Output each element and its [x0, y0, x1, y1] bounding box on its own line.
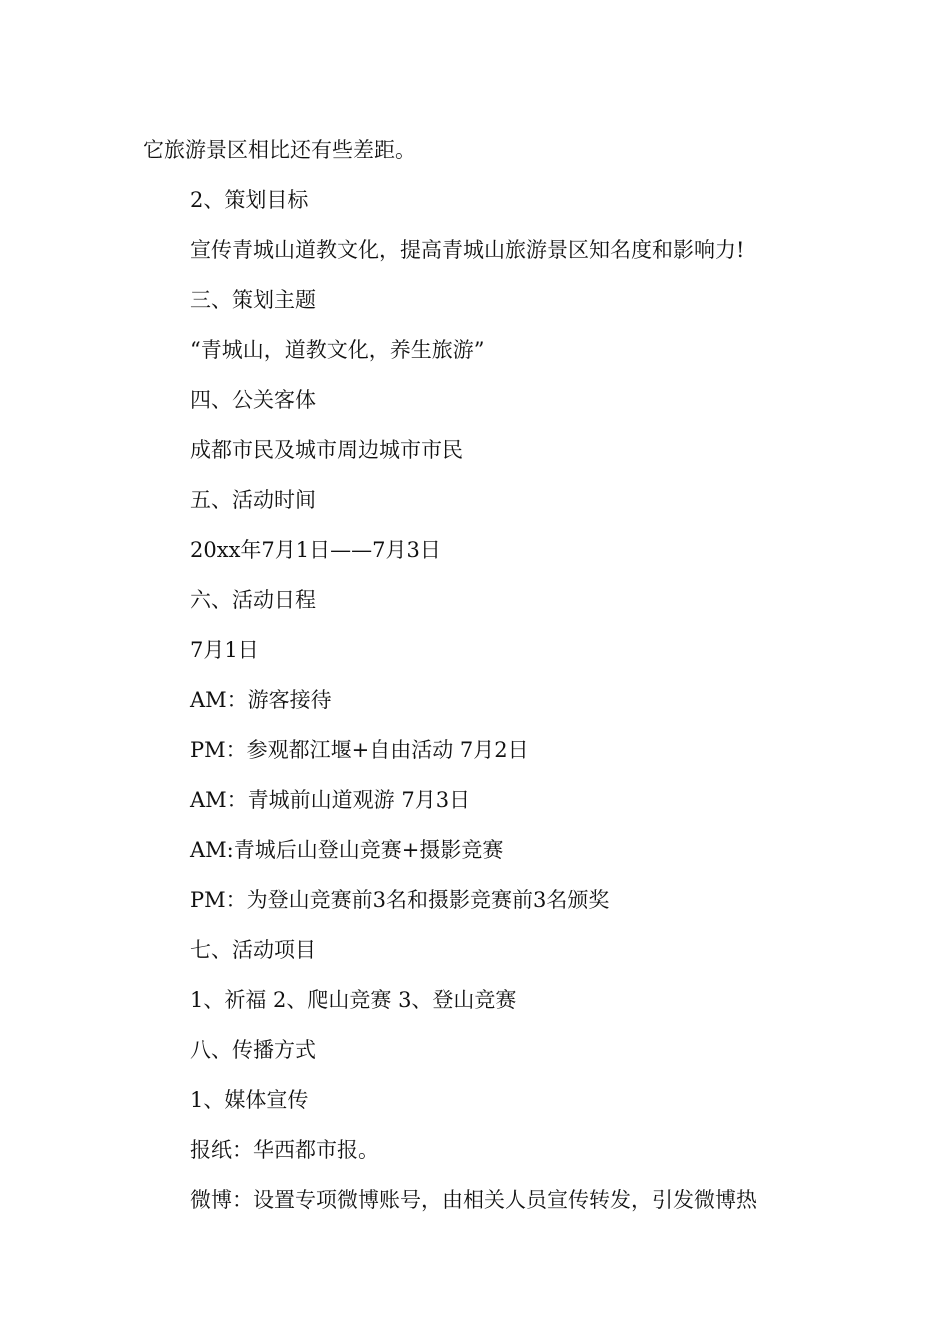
continuation-text: 它旅游景区相比还有些差距。 — [143, 138, 416, 162]
section-heading-activities: 七、活动项目 — [190, 938, 316, 962]
section-heading-promotion: 八、传播方式 — [190, 1038, 316, 1062]
paragraph-newspaper: 报纸：华西都市报。 — [190, 1138, 379, 1162]
paragraph-activities: 1、祈福 2、爬山竞赛 3、登山竞赛 — [190, 988, 517, 1012]
section-heading-audience: 四、公关客体 — [190, 388, 316, 412]
section-heading-theme: 三、策划主题 — [190, 288, 316, 312]
paragraph-weibo: 微博：设置专项微博账号，由相关人员宣传转发，引发微博热 — [190, 1188, 757, 1212]
paragraph-audience: 成都市民及城市周边城市市民 — [190, 438, 463, 462]
schedule-date: 7月1日 — [190, 638, 259, 662]
paragraph-time: 20xx年7月1日——7月3日 — [190, 538, 441, 562]
paragraph-objective: 宣传青城山道教文化，提高青城山旅游景区知名度和影响力! — [190, 238, 745, 262]
section-heading-time: 五、活动时间 — [190, 488, 316, 512]
subheading-media: 1、媒体宣传 — [190, 1088, 309, 1112]
schedule-item: PM：为登山竞赛前3名和摄影竞赛前3名颁奖 — [190, 888, 610, 912]
section-heading-schedule: 六、活动日程 — [190, 588, 316, 612]
schedule-item: AM：游客接待 — [190, 688, 332, 712]
schedule-item: AM:青城后山登山竞赛+摄影竞赛 — [190, 838, 504, 862]
schedule-item: PM：参观都江堰+自由活动 7月2日 — [190, 738, 529, 762]
subheading-objective: 2、策划目标 — [190, 188, 309, 212]
paragraph-theme: “青城山，道教文化，养生旅游” — [190, 338, 485, 362]
schedule-item: AM：青城前山道观游 7月3日 — [190, 788, 471, 812]
